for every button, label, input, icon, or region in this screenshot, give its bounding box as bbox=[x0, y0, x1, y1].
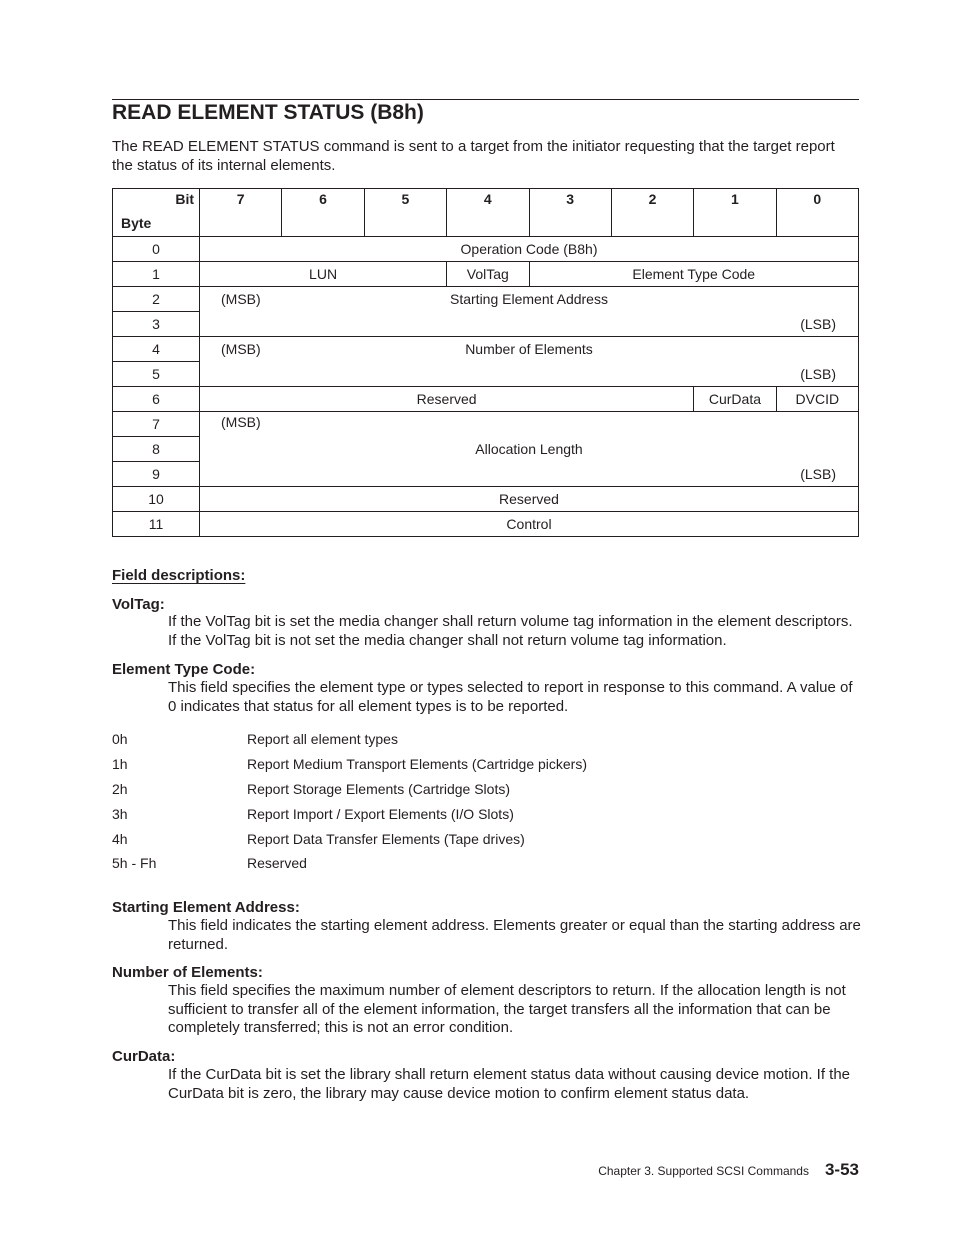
byte-label: Byte bbox=[121, 215, 152, 231]
byte-row-3 bbox=[113, 312, 859, 337]
control-cell: Control bbox=[200, 512, 859, 537]
element-code-meaning: Report all element types bbox=[247, 731, 398, 747]
byte-number: 7 bbox=[113, 412, 200, 437]
bit-byte-corner bbox=[113, 189, 200, 237]
curdata-description: If the CurData bit is set the library shall return element status data without causing device motion. If the CurData bit is zero, the library may cause device motion to confirm element status data. bbox=[168, 1066, 851, 1102]
bit-label: Bit bbox=[175, 191, 194, 207]
bit-2: 2 bbox=[611, 189, 693, 237]
byte-number: 10 bbox=[113, 487, 200, 512]
bit-header-row bbox=[113, 189, 859, 237]
element-code-meaning: Report Storage Elements (Cartridge Slots) bbox=[247, 781, 510, 797]
element-code: 0h bbox=[112, 731, 128, 747]
byte-row-10 bbox=[113, 487, 859, 512]
element-code-meaning: Report Medium Transport Elements (Cartridge pickers) bbox=[247, 756, 588, 772]
byte10-reserved-cell: Reserved bbox=[200, 487, 859, 512]
bit-4: 4 bbox=[447, 189, 529, 237]
byte-number: 6 bbox=[113, 387, 200, 412]
element-type-code-cell: Element Type Code bbox=[529, 262, 859, 287]
element-code-meaning: Report Import / Export Elements (I/O Slots) bbox=[247, 806, 514, 822]
lsb-marker: (LSB) bbox=[800, 365, 836, 382]
msb-marker: (MSB) bbox=[221, 414, 261, 431]
bit-3: 3 bbox=[529, 189, 611, 237]
byte-row-7 bbox=[113, 412, 859, 437]
byte-number: 0 bbox=[113, 237, 200, 262]
top-rule bbox=[112, 99, 859, 100]
lsb-marker: (LSB) bbox=[800, 315, 836, 332]
bit-6: 6 bbox=[282, 189, 364, 237]
curdata-term: CurData: bbox=[112, 1048, 176, 1065]
footer-chapter: Chapter 3. Supported SCSI Commands bbox=[598, 1164, 809, 1178]
byte-row-2 bbox=[113, 287, 859, 312]
number-of-elements-lsb-cell bbox=[200, 362, 859, 387]
voltag-term: VolTag: bbox=[112, 596, 165, 613]
byte-number: 3 bbox=[113, 312, 200, 337]
dvcid-cell: DVCID bbox=[776, 387, 858, 412]
msb-marker: (MSB) bbox=[221, 341, 261, 358]
element-code: 3h bbox=[112, 806, 128, 822]
starting-element-address-description: This field indicates the starting element address. Elements greater or equal than the starting address are returned. bbox=[168, 917, 861, 953]
msb-marker: (MSB) bbox=[221, 291, 261, 308]
byte-number: 5 bbox=[113, 362, 200, 387]
page-title: READ ELEMENT STATUS (B8h) bbox=[112, 101, 424, 124]
cdb-table bbox=[112, 188, 859, 537]
starting-element-address-term: Starting Element Address: bbox=[112, 899, 300, 916]
byte-row-6 bbox=[113, 387, 859, 412]
field-descriptions-heading: Field descriptions: bbox=[112, 567, 246, 584]
element-code: 1h bbox=[112, 756, 128, 772]
number-of-elements-description: This field specifies the maximum number of element descriptors to return. If the allocation length is not sufficient to transfer all of the element information, the target transfers all the information that can be completely transferred; this is not an error condition. bbox=[168, 982, 846, 1036]
operation-code-cell: Operation Code (B8h) bbox=[200, 237, 859, 262]
byte-number: 2 bbox=[113, 287, 200, 312]
byte6-reserved-cell: Reserved bbox=[200, 387, 694, 412]
byte-row-11 bbox=[113, 512, 859, 537]
element-code-meaning: Report Data Transfer Elements (Tape drives) bbox=[247, 831, 525, 847]
element-type-code-term: Element Type Code: bbox=[112, 661, 256, 678]
bit-1: 1 bbox=[694, 189, 776, 237]
byte-number: 4 bbox=[113, 337, 200, 362]
lsb-marker: (LSB) bbox=[800, 465, 836, 482]
starting-element-address-lsb-cell bbox=[200, 312, 859, 337]
voltag-description: If the VolTag bit is set the media changer shall return volume tag information in the element descriptors. If the VolTag bit is not set the media changer shall not return volume tag information. bbox=[168, 613, 853, 649]
allocation-length-msb-cell bbox=[200, 412, 859, 437]
byte-number: 9 bbox=[113, 462, 200, 487]
intro-paragraph: The READ ELEMENT STATUS command is sent to a target from the initiator requesting that the target report the status of its internal elements. bbox=[112, 138, 835, 174]
byte-row-8 bbox=[113, 437, 859, 462]
byte-row-9 bbox=[113, 462, 859, 487]
element-type-code-description: This field specifies the element type or types selected to report in response to this command. A value of 0 indicates that status for all element types is to be reported. bbox=[168, 679, 853, 715]
lun-cell: LUN bbox=[200, 262, 447, 287]
allocation-length-lsb-cell bbox=[200, 462, 859, 487]
bit-5: 5 bbox=[364, 189, 446, 237]
byte-row-0 bbox=[113, 237, 859, 262]
byte-row-1 bbox=[113, 262, 859, 287]
allocation-length-label: Allocation Length bbox=[200, 437, 859, 462]
starting-element-address-msb-cell bbox=[200, 287, 859, 312]
voltag-cell: VolTag bbox=[447, 262, 529, 287]
element-code: 2h bbox=[112, 781, 128, 797]
bit-7: 7 bbox=[200, 189, 282, 237]
byte-row-5 bbox=[113, 362, 859, 387]
number-of-elements-term: Number of Elements: bbox=[112, 964, 263, 981]
element-code-meaning: Reserved bbox=[247, 855, 307, 871]
number-of-elements-label: Number of Elements bbox=[465, 341, 593, 358]
curdata-cell: CurData bbox=[694, 387, 776, 412]
starting-element-address-label: Starting Element Address bbox=[450, 291, 608, 308]
byte-number: 8 bbox=[113, 437, 200, 462]
bit-0: 0 bbox=[776, 189, 858, 237]
element-code: 4h bbox=[112, 831, 128, 847]
element-code: 5h - Fh bbox=[112, 855, 157, 871]
byte-number: 11 bbox=[113, 512, 200, 537]
byte-number: 1 bbox=[113, 262, 200, 287]
page-number: 3-53 bbox=[824, 1160, 859, 1179]
number-of-elements-msb-cell bbox=[200, 337, 859, 362]
page-footer bbox=[598, 1160, 859, 1180]
byte-row-4 bbox=[113, 337, 859, 362]
